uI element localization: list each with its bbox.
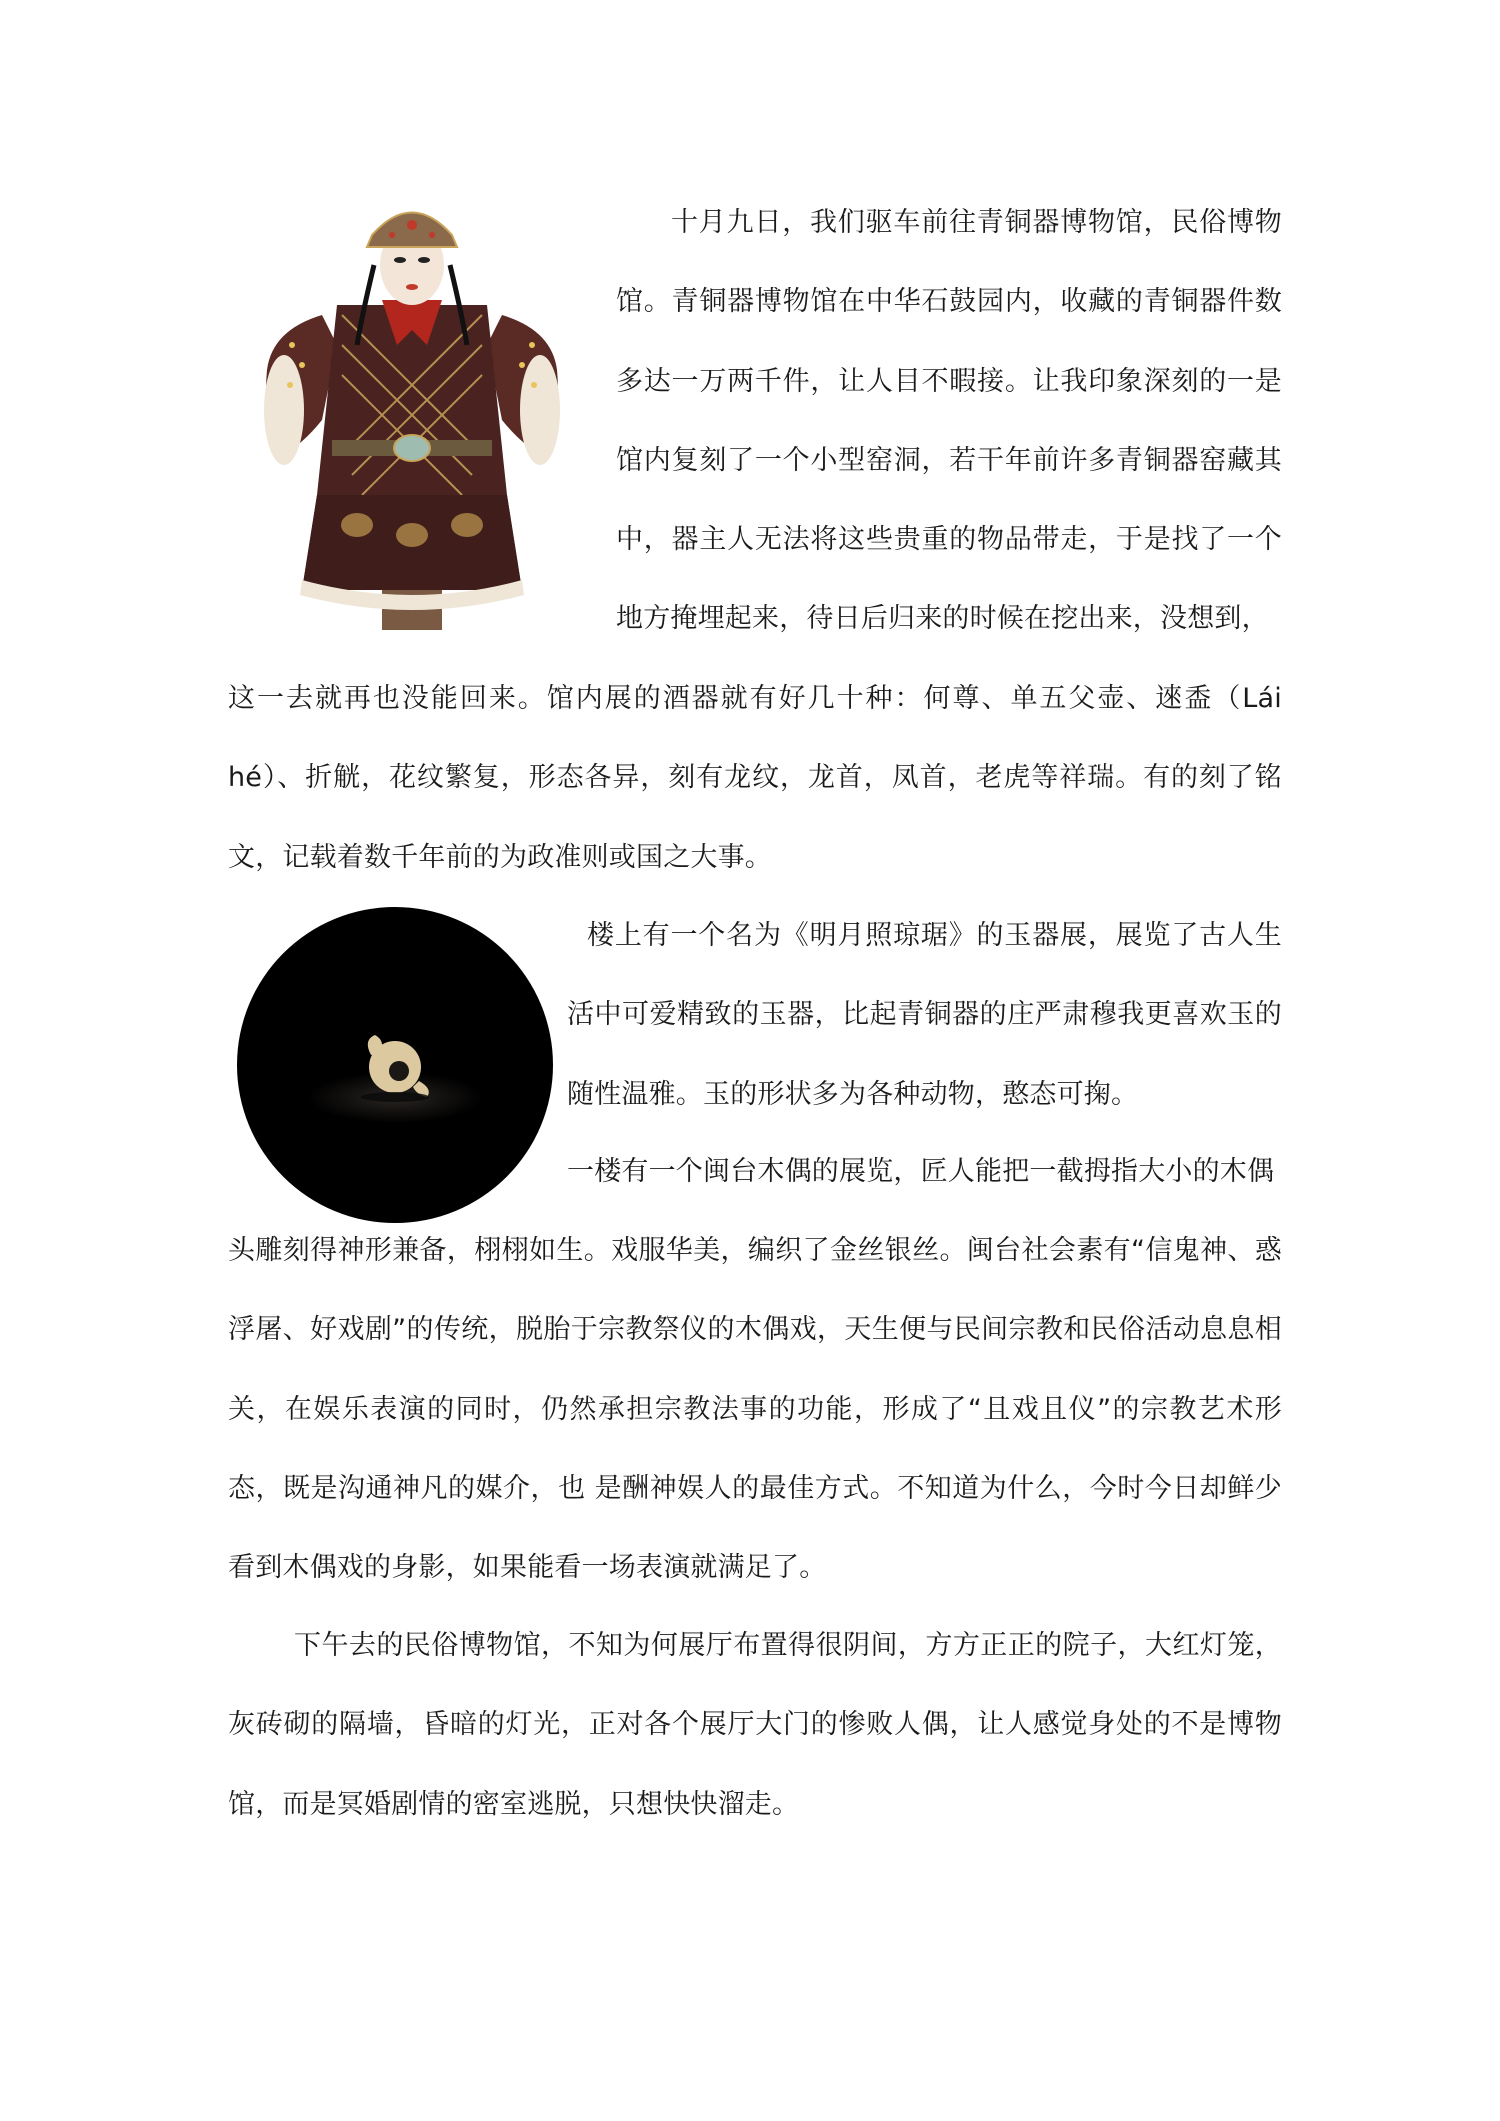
paragraph-2-full-width: 头雕刻得神形兼备，栩栩如生。戏服华美，编织了金丝银丝。闽台社会素有“信鬼神、惑浮屠、好戏剧”的传统，脱胎于宗教祭仪的木偶戏，天生便与民间宗教和民俗活动息息相关，在娱乐表演的同时，仍然承担宗教法事的功能，形成了“且戏且仪”的宗教艺术形态，既是沟通神凡的媒介，也 是酬神娱人的最佳方式。不知道为什么，今时今日却鲜少看到木偶戏的身影，如果能看一场表演就满足了。 — [228, 1235, 1282, 1584]
paragraph-2-beside-image-second: 一楼有一个闽台木偶的展览，匠人能把一截拇指大小的木偶 — [567, 1156, 1275, 1187]
paragraph-3: 下午去的民俗博物馆，不知为何展厅布置得很阴间，方方正正的院子，大红灯笼，灰砖砌的隔墙，昏暗的灯光，正对各个展厅大门的惨败人偶，让人感觉身处的不是博物馆，而是冥婚剧情的密室逃脱，只想快快溜走。 — [228, 1630, 1282, 1820]
paragraph-1-beside-image: 十月九日，我们驱车前往青铜器博物馆，民俗博物馆。青铜器博物馆在中华石鼓园内，收藏的青铜器件数多达一万两千件，让人目不暇接。让我印象深刻的一是馆内复刻了一个小型窑洞，若干年前许多青铜器窑藏其中，器主人无法将这些贵重的物品带走，于是找了一个地方掩埋起来，待日后归来的时候在挖出来，没想到， — [616, 207, 1282, 635]
paragraph-2-beside-image: 楼上有一个名为《明月照琼琚》的玉器展，展览了古人生活中可爱精致的玉器，比起青铜器的庄严肃穆我更喜欢玉的随性温雅。玉的形状多为各种动物，憨态可掬。 — [567, 920, 1282, 1110]
puppet-figure-photo — [262, 195, 562, 633]
jade-ornament-photo — [235, 905, 555, 1225]
paragraph-1-full-width: 这一去就再也没能回来。馆内展的酒器就有好几十种：何尊、单五父壶、逨盉（Lái hé）、折觥，花纹繁复，形态各异，刻有龙纹，龙首，凤首，老虎等祥瑞。有的刻了铭文，记载着数千年前的为政准则或国之大事。 — [228, 683, 1282, 873]
